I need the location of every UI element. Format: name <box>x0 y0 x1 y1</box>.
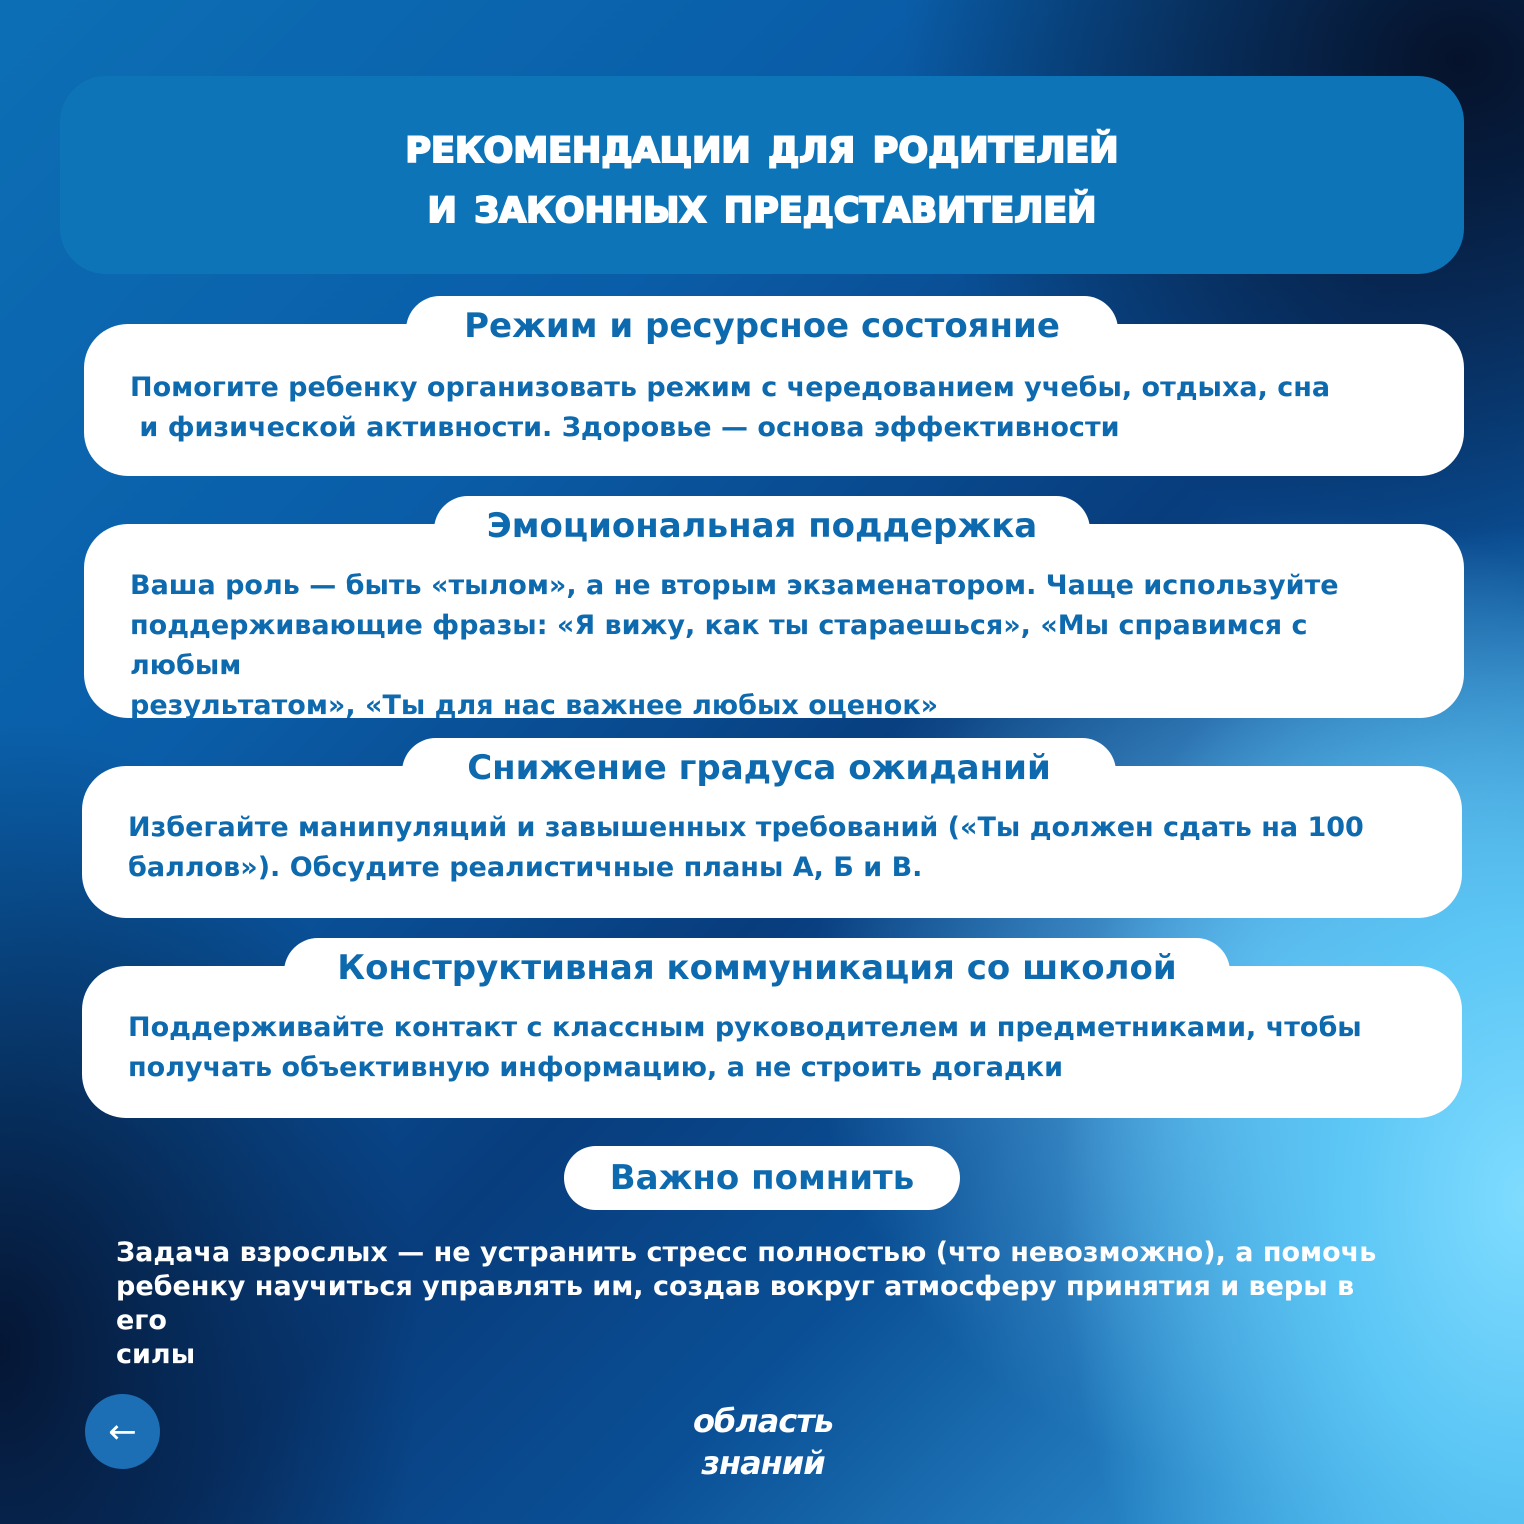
card-body <box>130 368 1424 448</box>
card-text-line: Ваша роль — быть «тылом», а не вторым экзаменатором. Чаще используйте <box>130 570 1339 601</box>
page-title-line-2: и законных представителей <box>427 176 1097 234</box>
arrow-left-icon: ← <box>108 1411 137 1452</box>
card-tab <box>284 938 1230 998</box>
card-body <box>128 808 1422 888</box>
card-text-line: Избегайте манипуляций и завышенных требований («Ты должен сдать на 100 <box>128 812 1364 843</box>
card-body <box>128 1008 1422 1088</box>
important-note-title: Важно помнить <box>609 1158 915 1198</box>
card-tab <box>434 496 1090 556</box>
card-emotional-support <box>84 506 1464 721</box>
card-text-line: Поддерживайте контакт с классным руководителем и предметниками, чтобы <box>128 1012 1362 1043</box>
card-text-line: получать объективную информацию, а не строить догадки <box>128 1052 1063 1083</box>
card-title: Конструктивная коммуникация со школой <box>337 948 1177 988</box>
card-text-line: результатом», «Ты для нас важнее любых оценок» <box>130 690 939 721</box>
important-note-pill <box>564 1146 960 1210</box>
back-button[interactable] <box>85 1394 160 1469</box>
card-title: Эмоциональная поддержка <box>486 506 1038 546</box>
card-title: Режим и ресурсное состояние <box>464 306 1060 346</box>
card-tab <box>406 296 1118 356</box>
brand-logo <box>668 1400 858 1484</box>
card-title: Снижение градуса ожиданий <box>467 748 1051 788</box>
page-title-line-1: рекомендации для родителей <box>405 116 1119 174</box>
note-text-line: Задача взрослых — не устранить стресс полностью (что невозможно), а помочь <box>116 1237 1377 1268</box>
card-text-line: Помогите ребенку организовать режим с чередованием учебы, отдыха, сна <box>130 372 1331 403</box>
card-body <box>130 566 1424 726</box>
note-text-line: ребенку научиться управлять им, создав вокруг атмосферу принятия и веры в его <box>116 1271 1355 1336</box>
logo-line-1: область <box>692 1402 834 1440</box>
card-tab <box>402 738 1116 798</box>
page-header <box>60 76 1464 274</box>
important-note-text <box>116 1236 1406 1372</box>
card-text-line: поддерживающие фразы: «Я вижу, как ты стараешься», «Мы справимся с любым <box>130 610 1308 681</box>
card-school-communication <box>82 948 1462 1118</box>
note-text-line: силы <box>116 1339 196 1370</box>
card-routine <box>84 306 1464 476</box>
card-text-line: и физической активности. Здоровье — основа эффективности <box>130 412 1120 443</box>
card-expectations <box>82 748 1462 918</box>
card-text-line: баллов»). Обсудите реалистичные планы А, Б и В. <box>128 852 923 883</box>
logo-line-2: знаний <box>701 1444 825 1482</box>
